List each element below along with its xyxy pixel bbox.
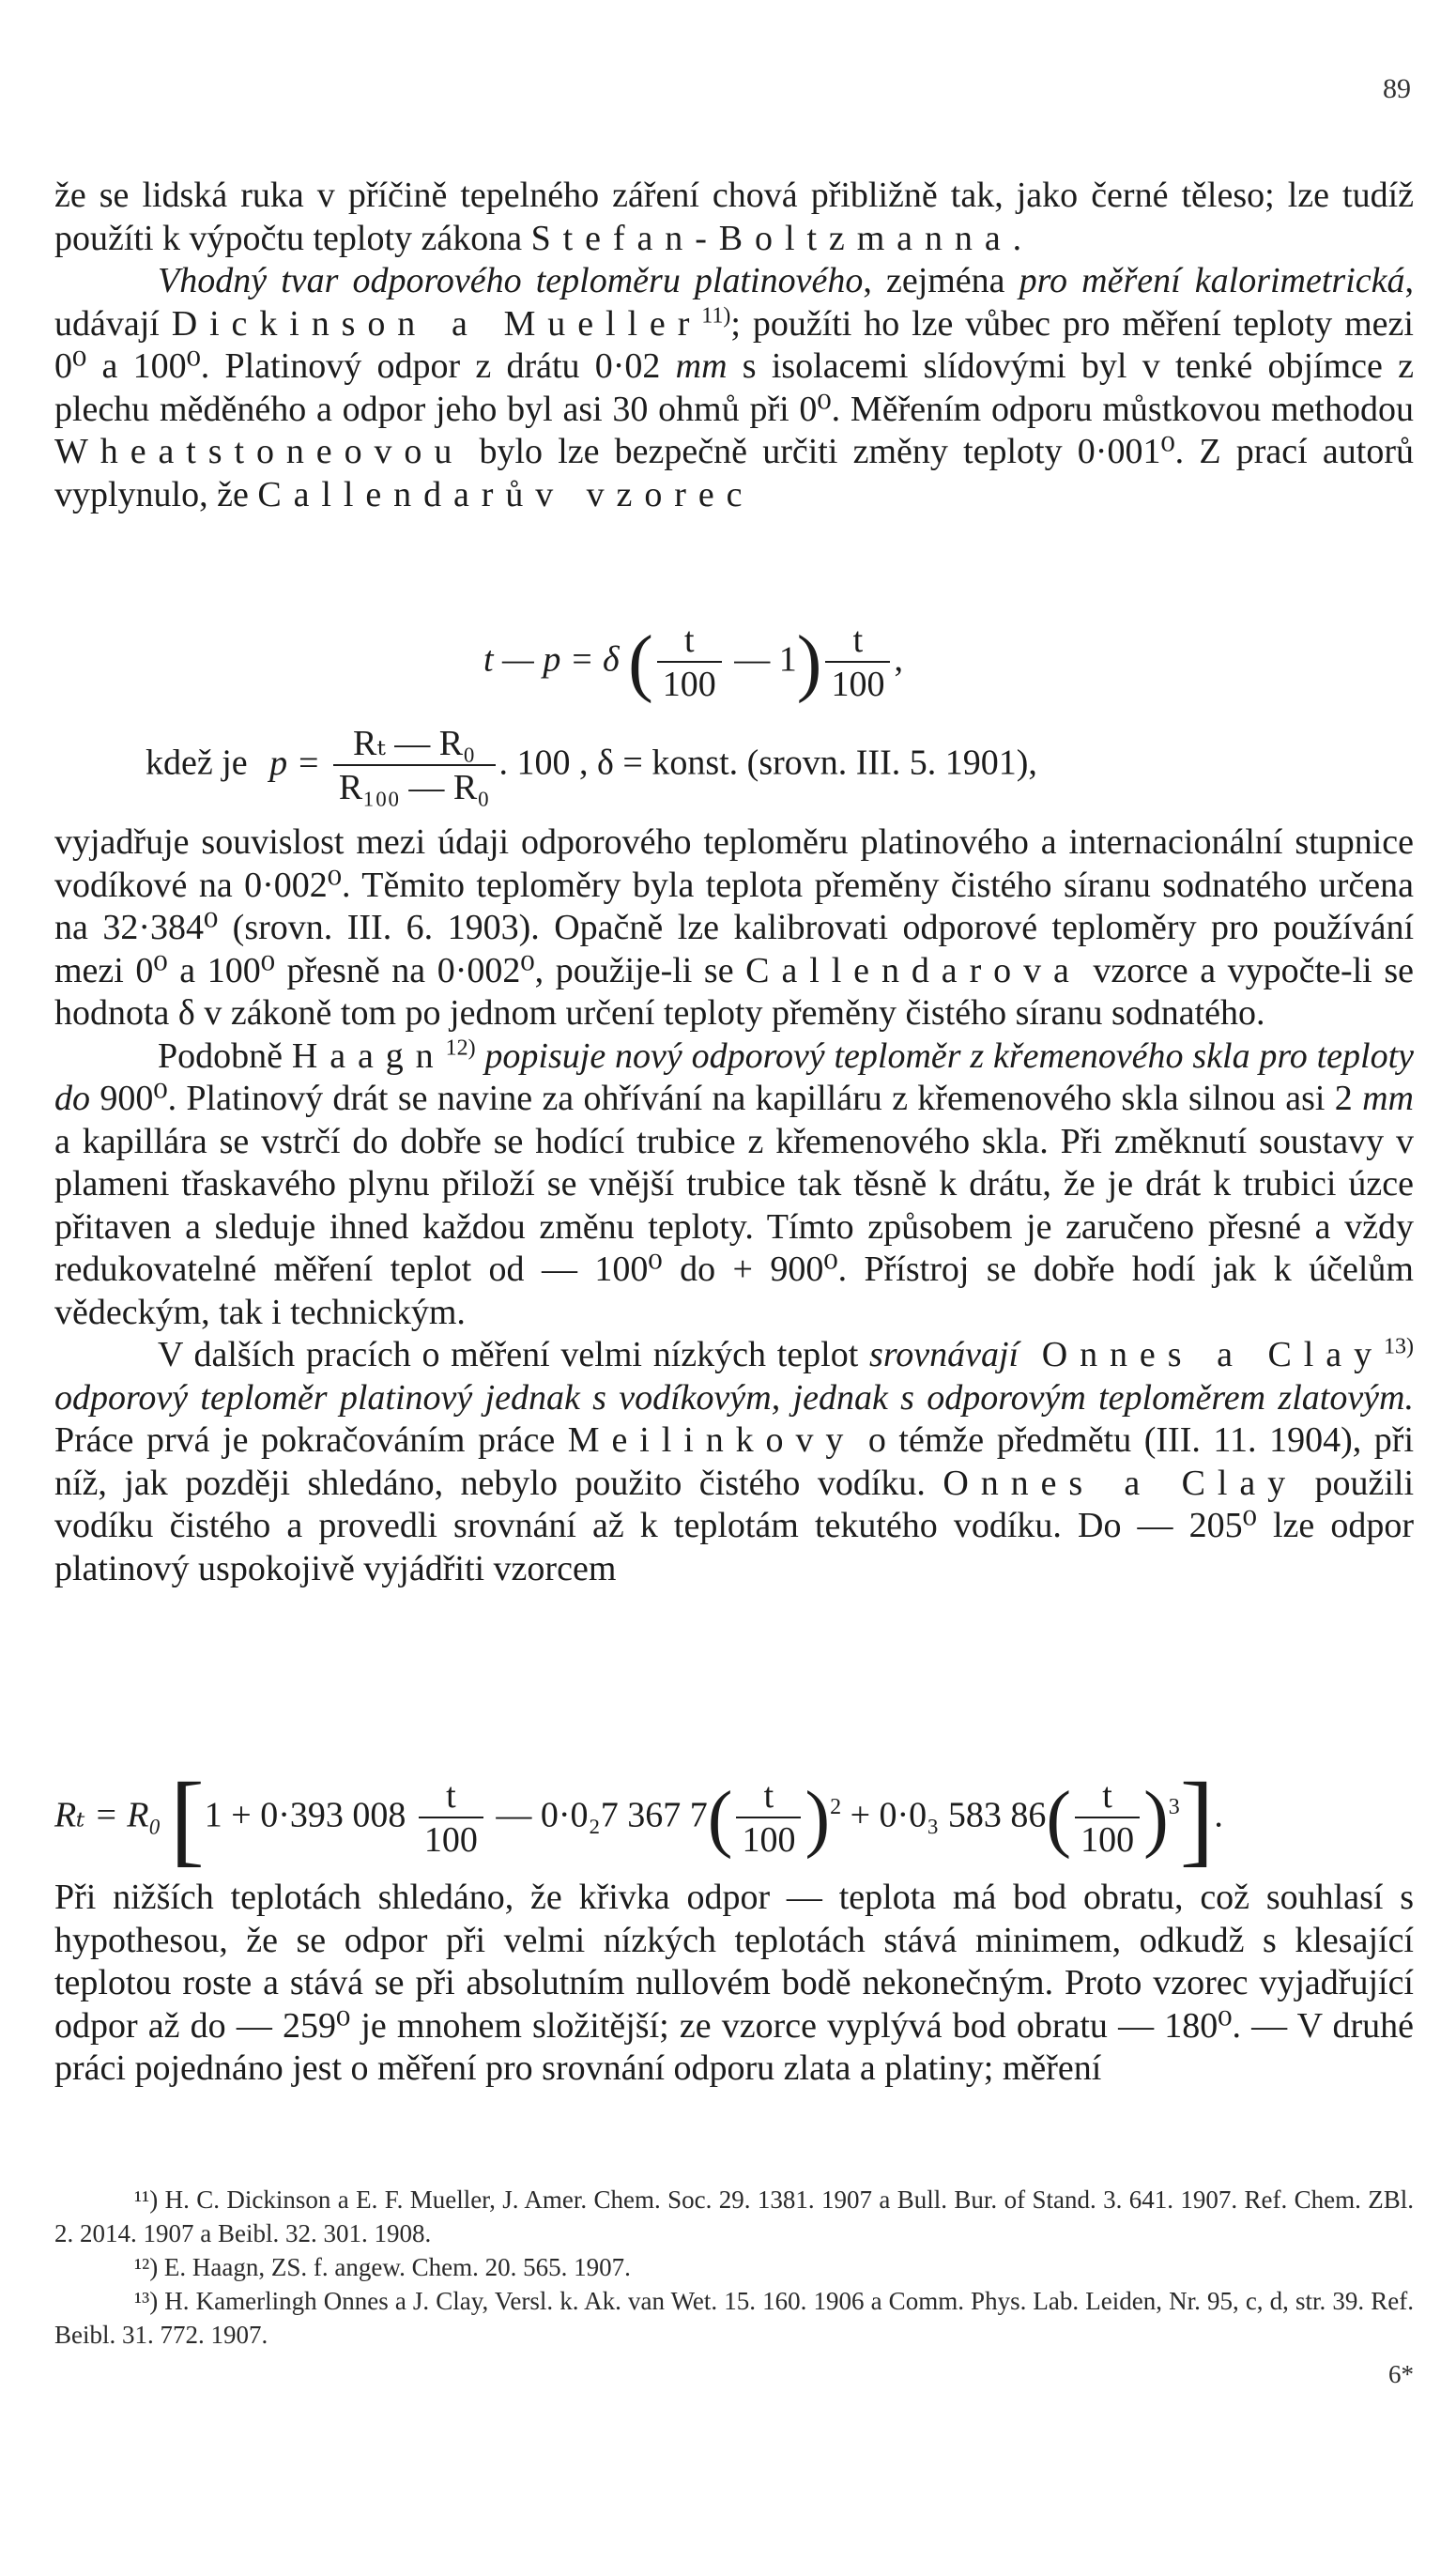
body-text-bottom xyxy=(54,1877,1414,2091)
paragraph-2: Vhodný tvar odporového teploměru platinového, zejména pro měření kalorimetrická, udávají Dickinson a Mueller$^{11)}$; použíti ho lze vůbec pro měření teploty mezi 0⁰ a 100⁰. Platinový odpor z drátu 0·02 mm s isolacemi slídovými byl v tenké objímce z plechu měděného a odpor jeho byl asi 30 ohmů při 0⁰. Měřením odporu můstkovou methodou Wheatstoneovou bylo lze bezpečně určiti změny teploty 0·001⁰. Z prací autorů vyplynulo, že Callendarův vzorec xyxy=(54,261,1415,514)
footnotes xyxy=(54,2183,1414,2391)
callendar-formula: t — p = δ ( $\frac{t}{100}$ — 1) $\frac{t}{100}$ , xyxy=(483,621,903,704)
footnote-13: ¹³) H. Kamerlingh Onnes a J. Clay, Versl. k. Ak. van Wet. 15. 160. 1906 a Comm. Phys. Lab. Leiden, Nr. 95, c, d, str. 39. Ref. Beibl. 31. 772. 1907. xyxy=(54,2287,1414,2349)
paragraph-5: V dalších pracích o měření velmi nízkých teplot srovnávají Onnes a Clay$^{13)}$ odporový teploměr platinový jednak s vodíkovým, jednak s odporovým teploměrem zlatovým. Práce prvá je pokračováním práce Meilinkovy o témže předmětu (III. 11. 1904), při níž, jak později shledáno, nebylo použito čistého vodíku. Onnes a Clay použili vodíku čistého a provedli srovnání až k teplotám tekutého vodíku. Do — 205⁰ lze odpor platinový uspokojivě vyjádřiti vzorcem xyxy=(54,1334,1415,1588)
signature-mark: 6* xyxy=(1388,2360,1414,2388)
paragraph-6: Při nižších teplotách shledáno, že křivka odpor — teplota má bod obratu, což souhlasí s hypothesou, že se odpor při velmi nízkých teplotách stává minimem, odkudž s klesající teplotou roste a stává se při absolutním nullovém bodě nekonečným. Proto vzorec vyjadřující odpor až do — 259⁰ je mnohem složitější; ze vzorce vyplývá bod obratu — 180⁰. — V druhé práci pojednáno jest o měření pro srovnání odporu zlata a platiny; měření xyxy=(54,1878,1414,2088)
paragraph-4: Podobně Haagn$^{12)}$ popisuje nový odporový teploměr z křemenového skla pro teploty do 900⁰. Platinový drát se navine za ohřívání na kapilláru z křemenového skla silnou asi 2 mm a kapillára se vstrčí do dobře se hodící trubice z křemenového skla. Při změknutí soustavy v plameni třaskavého plynu přiloží se vnější trubice tak těsně k drátu, že je drát k trubici úzce přitaven a sleduje ihned každou změnu teploty. Tímto způsobem je zaručeno přesné a vždy redukovatelné měření teplot od — 100⁰ do + 900⁰. Přístroj se dobře hodí jak k účelům vědeckým, tak i technickým. xyxy=(54,1035,1414,1332)
body-text-top xyxy=(54,175,1414,516)
page-number: 89 xyxy=(1383,73,1411,104)
paragraph-1: že se lidská ruka v příčině tepelného záření chová přibližně tak, jako černé těleso; lze tudíž použíti k výpočtu teploty zákona Stefan-Boltzmanna. xyxy=(54,176,1414,258)
resistance-formula: Rₜ = R₀ [1 + 0·393 008 $\frac{t}{100}$ — 0·0₂7 367 7( $\frac{t}{100}$ )$^2$ + 0·0₃ 583 86( $\frac{t}{100}$ )$^3$]. xyxy=(54,1761,1223,1876)
footnote-11: ¹¹) H. C. Dickinson a E. F. Mueller, J. Amer. Chem. Soc. 29. 1381. 1907 a Bull. Bur. of Stand. 3. 641. 1907. Ref. Chem. ZBl. 2. 2014. 1907 a Beibl. 32. 301. 1908. xyxy=(54,2185,1414,2247)
footnote-12: ¹²) E. Haagn, ZS. f. angew. Chem. 20. 565. 1907. xyxy=(134,2253,631,2281)
paragraph-3: vyjadřuje souvislost mezi údaji odporového teploměru platinového a internacionální stupnice vodíkové na 0·002⁰. Těmito teploměry byla teplota přeměny čistého síranu sodnatého určena na 32·384⁰ (srovn. III. 6. 1903). Opačně lze kalibrovati odporové teploměry pro používání mezi 0⁰ a 100⁰ přesně na 0·002⁰, použije-li se Callendarova vzorce a vypočte-li se hodnota δ v zákoně tom po jednom určení teploty přeměny čistého síranu sodnatého. xyxy=(54,822,1414,1033)
p-definition-formula: kdež je p = $\frac{\text{Rₜ — R₀}}{\text{R₁₀₀ — R₀}}$ . 100 , δ = konst. (srovn. III. 5. 1901), xyxy=(146,724,1037,807)
body-text-middle xyxy=(54,821,1414,1590)
